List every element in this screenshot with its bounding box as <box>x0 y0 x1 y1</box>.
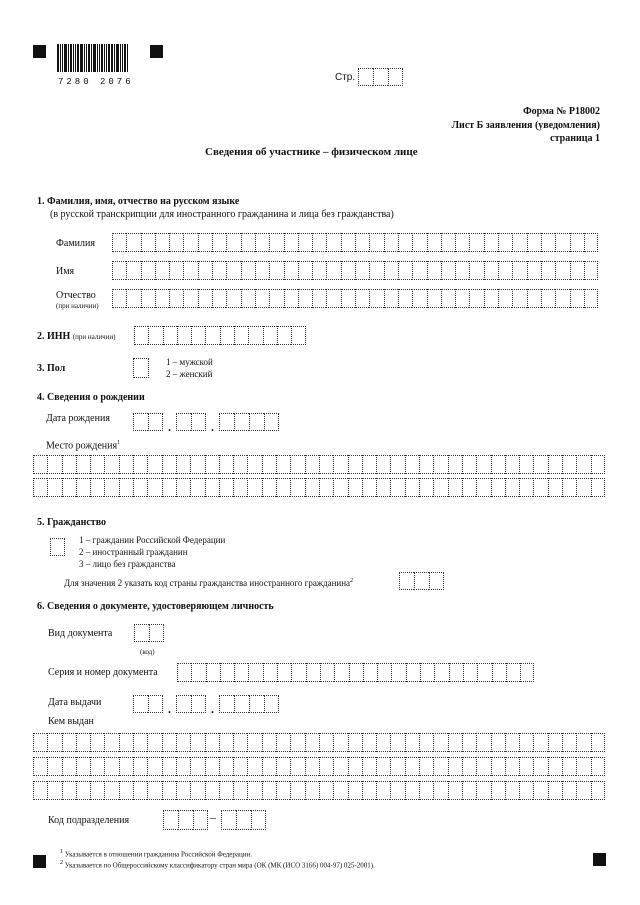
country-code-note-text: Для значения 2 указать код страны гражданства иностранного гражданина <box>64 578 351 588</box>
registration-marker-top-left <box>33 45 46 58</box>
section3-heading: 3. Пол <box>37 363 66 374</box>
issued-by-field-row1[interactable] <box>33 733 605 752</box>
form-number: Форма № Р18002 <box>523 106 600 117</box>
surname-field[interactable] <box>112 233 598 252</box>
country-code-field[interactable] <box>399 572 444 590</box>
footnote-1-number: 1 <box>60 849 63 855</box>
footnote-ref-1: 1 <box>117 440 121 446</box>
footnote-2-text: Указывается по Общероссийскому классификатору стран мира (ОК (МК (ИСО 3166) 004-97) 025-2001). <box>64 861 375 870</box>
section6-heading: 6. Сведения о документе, удостоверяющем личность <box>37 601 274 612</box>
birth-date-label: Дата рождения <box>46 413 110 424</box>
barcode <box>57 44 137 72</box>
doc-type-field[interactable] <box>134 624 164 642</box>
birth-place-field-row1[interactable] <box>33 455 605 474</box>
inn-field[interactable] <box>134 326 306 345</box>
page-title: Сведения об участнике – физическом лице <box>205 146 418 158</box>
footnote-ref-2: 2 <box>350 578 354 584</box>
date-separator: . <box>168 420 171 434</box>
inn-label: 2. ИНН <box>37 331 71 342</box>
birth-day-field[interactable] <box>133 413 163 431</box>
section1-heading: 1. Фамилия, имя, отчество на русском языке <box>37 196 240 207</box>
sheet-label: Лист Б заявления (уведомления) <box>451 120 600 131</box>
name-label: Имя <box>56 266 75 277</box>
section2-heading <box>37 331 115 342</box>
division-code-part2-field[interactable] <box>221 810 266 830</box>
citizenship-option-3: 3 – лицо без гражданства <box>79 559 176 569</box>
inn-note: (при наличии) <box>72 333 116 341</box>
gender-option-female: 2 – женский <box>166 369 213 379</box>
birth-place-label <box>46 440 120 451</box>
registration-marker-bottom-left <box>33 855 46 868</box>
footnote-2-number: 2 <box>60 860 63 866</box>
issued-by-field-row3[interactable] <box>33 781 605 800</box>
gender-field[interactable] <box>133 358 149 378</box>
issue-year-field[interactable] <box>219 695 279 713</box>
patronymic-field[interactable] <box>112 289 598 308</box>
footnote-1-text: Указывается в отношении гражданина Российской Федерации. <box>64 850 252 859</box>
division-code-label: Код подразделения <box>48 815 130 826</box>
birth-month-field[interactable] <box>176 413 206 431</box>
doc-type-label: Вид документа <box>48 628 113 639</box>
date-separator: . <box>168 702 171 716</box>
patronymic-note: (при наличии) <box>56 302 99 310</box>
birth-place-field-row2[interactable] <box>33 478 605 497</box>
section4-heading: 4. Сведения о рождении <box>37 392 145 403</box>
page-number-field[interactable] <box>358 68 403 86</box>
citizenship-field[interactable] <box>50 538 65 556</box>
section5-heading: 5. Гражданство <box>37 517 107 528</box>
registration-marker-bottom-right <box>593 853 606 866</box>
division-code-dash: – <box>210 810 216 824</box>
series-number-label: Серия и номер документа <box>48 667 158 678</box>
barcode-number: 7280 2076 <box>58 77 134 87</box>
birth-place-text: Место рождения <box>46 440 118 452</box>
registration-marker-top-right <box>150 45 163 58</box>
patronymic-label: Отчество <box>56 290 96 301</box>
section1-note: (в русской транскрипции для иностранного гражданина и лица без гражданства) <box>50 209 394 220</box>
gender-option-male: 1 – мужской <box>166 357 213 367</box>
issued-by-field-row2[interactable] <box>33 757 605 776</box>
date-separator: . <box>211 420 214 434</box>
citizenship-option-2: 2 – иностранный гражданин <box>79 547 188 557</box>
name-field[interactable] <box>112 261 598 280</box>
division-code-part1-field[interactable] <box>163 810 208 830</box>
page-caption: страница 1 <box>550 133 600 144</box>
series-number-field[interactable] <box>177 663 534 682</box>
issue-month-field[interactable] <box>176 695 206 713</box>
date-separator: . <box>211 702 214 716</box>
birth-year-field[interactable] <box>219 413 279 431</box>
surname-label: Фамилия <box>56 238 95 249</box>
footnote-1 <box>60 849 252 858</box>
citizenship-option-1: 1 – гражданин Российской Федерации <box>79 535 226 545</box>
issue-date-label: Дата выдачи <box>48 697 102 708</box>
page-label: Стр. <box>335 72 356 83</box>
doc-type-code-note: (код) <box>140 648 155 656</box>
issue-day-field[interactable] <box>133 695 163 713</box>
footnote-2 <box>60 860 375 869</box>
country-code-note <box>64 578 353 588</box>
issued-by-label: Кем выдан <box>48 716 94 727</box>
